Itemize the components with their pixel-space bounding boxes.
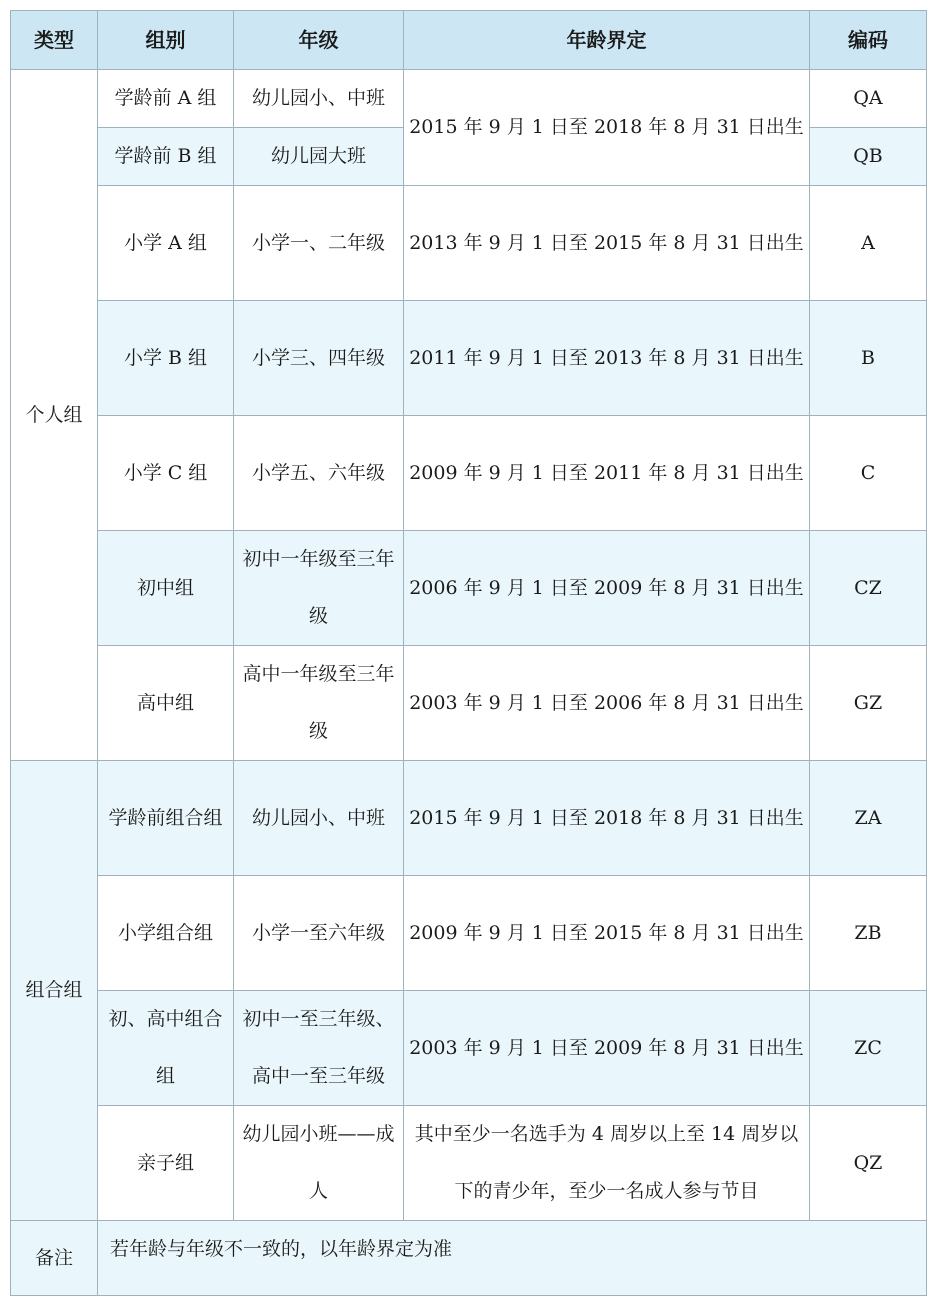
age-range-cell: 2013 年 9 月 1 日至 2015 年 8 月 31 日出生 (404, 186, 810, 301)
code-cell: QB (810, 128, 927, 186)
grade-cell: 幼儿园小班——成人 (234, 1106, 404, 1221)
type-combination: 组合组 (11, 761, 98, 1221)
group-cell: 亲子组 (98, 1106, 234, 1221)
grade-cell: 小学一至六年级 (234, 876, 404, 991)
age-range-cell: 2009 年 9 月 1 日至 2011 年 8 月 31 日出生 (404, 416, 810, 531)
age-range-cell: 2006 年 9 月 1 日至 2009 年 8 月 31 日出生 (404, 531, 810, 646)
code-cell: C (810, 416, 927, 531)
table-row (11, 991, 927, 1106)
age-range-cell: 2003 年 9 月 1 日至 2009 年 8 月 31 日出生 (404, 991, 810, 1106)
group-cell: 小学 B 组 (98, 301, 234, 416)
group-cell: 初、高中组合组 (98, 991, 234, 1106)
table-row (11, 186, 927, 301)
table-row (11, 761, 927, 876)
grade-cell: 高中一年级至三年级 (234, 646, 404, 761)
code-cell: CZ (810, 531, 927, 646)
grade-cell: 幼儿园大班 (234, 128, 404, 186)
table-row (11, 531, 927, 646)
code-cell: ZB (810, 876, 927, 991)
age-range-cell: 2015 年 9 月 1 日至 2018 年 8 月 31 日出生 (404, 761, 810, 876)
code-cell: QZ (810, 1106, 927, 1221)
note-label: 备注 (11, 1221, 98, 1296)
table-row (11, 876, 927, 991)
note-row (11, 1221, 927, 1296)
age-range-cell (404, 70, 810, 186)
header-type: 类型 (11, 11, 98, 70)
table-row (11, 70, 927, 128)
group-cell: 初中组 (98, 531, 234, 646)
code-cell: ZA (810, 761, 927, 876)
group-cell: 高中组 (98, 646, 234, 761)
header-age-range: 年龄界定 (404, 11, 810, 70)
table-row (11, 301, 927, 416)
group-cell: 小学 A 组 (98, 186, 234, 301)
group-cell: 小学 C 组 (98, 416, 234, 531)
code-cell: QA (810, 70, 927, 128)
age-group-table (10, 10, 927, 1296)
code-cell: GZ (810, 646, 927, 761)
grade-cell: 初中一至三年级、高中一至三年级 (234, 991, 404, 1106)
group-cell: 学龄前 A 组 (98, 70, 234, 128)
header-code: 编码 (810, 11, 927, 70)
table-row (11, 416, 927, 531)
table-row (11, 646, 927, 761)
grade-cell: 幼儿园小、中班 (234, 70, 404, 128)
age-range-cell: 2009 年 9 月 1 日至 2015 年 8 月 31 日出生 (404, 876, 810, 991)
grade-cell: 幼儿园小、中班 (234, 761, 404, 876)
header-row (11, 11, 927, 70)
group-cell: 学龄前组合组 (98, 761, 234, 876)
grade-cell: 初中一年级至三年级 (234, 531, 404, 646)
age-range-cell: 2011 年 9 月 1 日至 2013 年 8 月 31 日出生 (404, 301, 810, 416)
grade-cell: 小学三、四年级 (234, 301, 404, 416)
code-cell: B (810, 301, 927, 416)
note-text: 若年龄与年级不一致的，以年龄界定为准 (98, 1221, 927, 1296)
code-cell: A (810, 186, 927, 301)
grade-cell: 小学一、二年级 (234, 186, 404, 301)
header-group: 组别 (98, 11, 234, 70)
type-individual: 个人组 (11, 70, 98, 761)
age-range-cell: 其中至少一名选手为 4 周岁以上至 14 周岁以下的青少年，至少一名成人参与节目 (404, 1106, 810, 1221)
group-cell: 小学组合组 (98, 876, 234, 991)
grade-cell: 小学五、六年级 (234, 416, 404, 531)
header-grade: 年级 (234, 11, 404, 70)
group-cell: 学龄前 B 组 (98, 128, 234, 186)
code-cell: ZC (810, 991, 927, 1106)
table-row (11, 1106, 927, 1221)
age-range-text: 2015 年 9 月 1 日至 2018 年 8 月 31 日出生 (409, 116, 804, 138)
age-range-cell: 2003 年 9 月 1 日至 2006 年 8 月 31 日出生 (404, 646, 810, 761)
